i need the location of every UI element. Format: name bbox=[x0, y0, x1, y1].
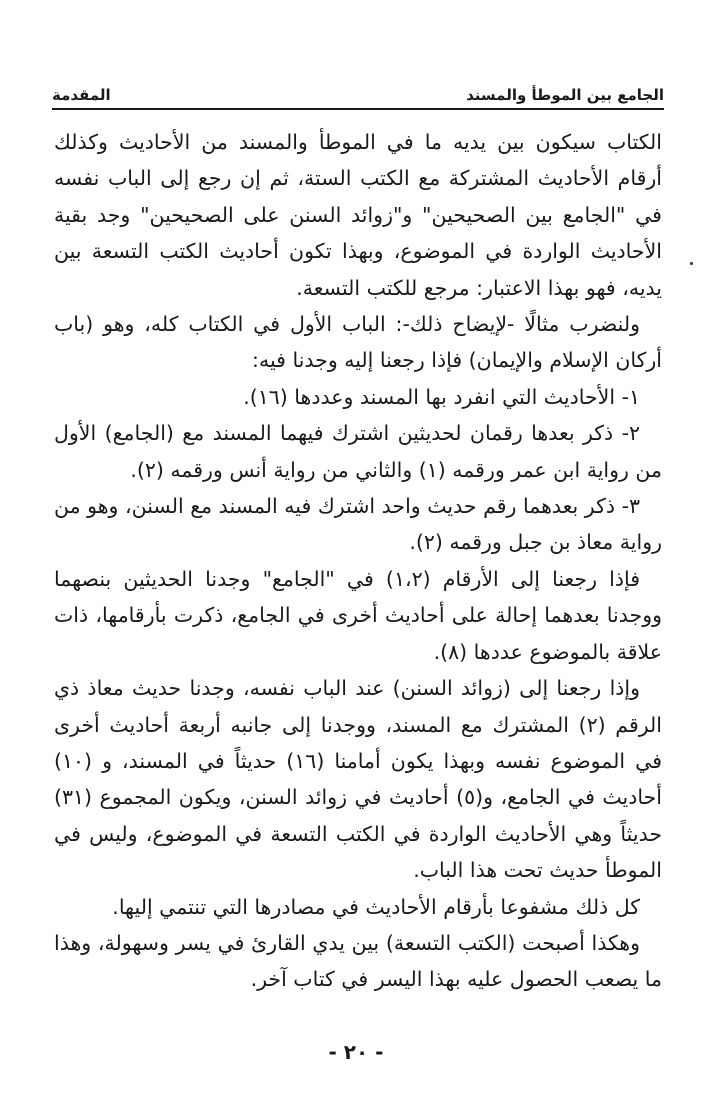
paragraph: فإذا رجعنا إلى الأرقام (١،٢) في "الجامع" وجدنا الحديثين بنصهما ووجدنا بعدهما إحالة على أحاديث أخرى في الجامع، ذكرت بأرقامها، ذات علاقة بالموضوع عددها (٨). bbox=[54, 566, 662, 664]
paragraph: كل ذلك مشفوعا بأرقام الأحاديث في مصادرها التي تنتمي إليها. bbox=[112, 894, 640, 919]
margin-mark bbox=[690, 262, 693, 265]
list-item: ١- الأحاديث التي انفرد بها المسند وعددها (١٦). bbox=[243, 384, 640, 409]
body-text bbox=[54, 124, 662, 998]
book-title: الجامع بين الموطأ والمسند bbox=[466, 86, 664, 104]
paragraph: وهكذا أصبحت (الكتب التسعة) بين يدي القارئ في يسر وسهولة، وهذا ما يصعب الحصول عليه بهذا اليسر في كتاب آخر. bbox=[54, 930, 662, 992]
header-rule bbox=[52, 108, 664, 110]
section-title: المقدمة bbox=[52, 86, 111, 104]
running-header bbox=[52, 76, 664, 104]
list-item: ٢- ذكر بعدها رقمان لحديثين اشترك فيهما المسند مع (الجامع) الأول من رواية ابن عمر ورقمه (١) والثاني من رواية أنس ورقمه (٢). bbox=[54, 421, 662, 482]
paragraph: وإذا رجعنا إلى (زوائد السنن) عند الباب نفسه، وجدنا حديث معاذ ذي الرقم (٢) المشترك مع المسند، ووجدنا إلى جانبه أربعة أحاديث أخرى في الموضوع نفسه وبهذا يكون أمامنا (١٦) حديثاً في المسند، و (١٠) أحاديث في الجامع، و(٥) أحاديث في زوائد السنن، ويكون المجموع (٣١) حديثاً وهي الأحاديث الواردة في الكتب التسعة في الموضوع، وليس في الموطأ حديث تحت هذا الباب. bbox=[54, 676, 663, 883]
paragraph: ولنضرب مثالًا -لإيضاح ذلك-: الباب الأول في الكتاب كله، وهو (باب أركان الإسلام والإيمان) فإذا رجعنا إليه وجدنا فيه: bbox=[54, 312, 662, 373]
page-number: - ٢٠ - bbox=[328, 1040, 384, 1064]
list-item: ٣- ذكر بعدهما رقم حديث واحد اشترك فيه المسند مع السنن، وهو من رواية معاذ بن جبل ورقمه (٢). bbox=[54, 494, 662, 555]
paragraph: الكتاب سيكون بين يديه ما في الموطأ والمسند من الأحاديث وكذلك أرقام الأحاديث المشتركة مع الكتب الستة، ثم إن رجع إلى الباب نفسه في "الجامع بين الصحيحين" و"زوائد السنن على الصحيحين" وجد بقية الأحاديث الواردة في الموضوع، وبهذا تكون أحاديث الكتب التسعة بين يديه، فهو بهذا الاعتبار: مرجع للكتب التسعة. bbox=[54, 130, 662, 300]
